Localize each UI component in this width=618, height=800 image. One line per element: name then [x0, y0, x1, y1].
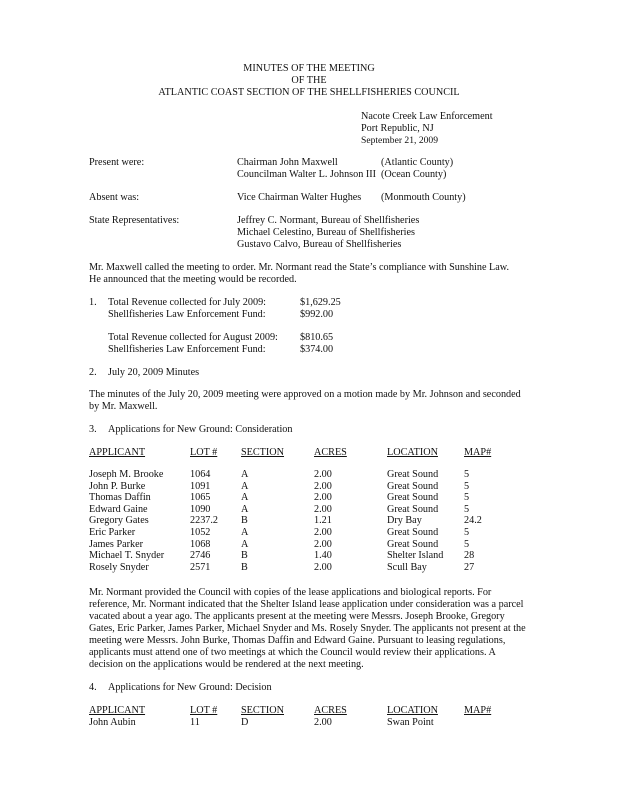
- absent-county: (Monmouth County): [381, 192, 466, 203]
- cell-map: 27: [464, 561, 475, 573]
- cell-acres: 2.00: [314, 538, 332, 550]
- consideration-text: meeting were Messrs. John Burke, Thomas Daffin and Edward Gaine. Pursuant to leasing regulations,: [89, 635, 506, 646]
- revenue-value: $810.65: [300, 332, 334, 343]
- cell-lot: 2571: [190, 561, 211, 573]
- cell-section: A: [241, 480, 249, 492]
- cell-section: A: [241, 469, 249, 480]
- cell-lot: 2746: [190, 550, 211, 562]
- minutes-text: by Mr. Maxwell.: [89, 401, 158, 412]
- revenue-label: Shellfisheries Law Enforcement Fund:: [108, 309, 266, 320]
- col-header: MAP#: [464, 705, 492, 716]
- cell-lot: 1064: [190, 469, 211, 480]
- cell-acres: 2.00: [314, 492, 332, 504]
- cell-acres: 2.00: [314, 561, 332, 573]
- cell-section: B: [241, 550, 248, 562]
- cell-section: A: [241, 492, 249, 504]
- col-header: ACRES: [314, 705, 347, 716]
- cell-location: Great Sound: [387, 480, 439, 492]
- present-name: Chairman John Maxwell: [237, 157, 338, 168]
- cell-location: Swan Point: [387, 717, 434, 728]
- cell-location: Great Sound: [387, 492, 439, 504]
- cell-lot: 1068: [190, 538, 211, 550]
- cell-location: Great Sound: [387, 469, 439, 480]
- consideration-text: applicants must attend one of two meetings at which the Council would review their applications. A: [89, 647, 496, 658]
- cell-location: Dry Bay: [387, 515, 422, 527]
- consideration-text: Gates, Eric Parker, James Parker, Michael Snyder and Ms. Rosely Snyder. The applicants not present at the: [89, 623, 526, 634]
- cell-acres: 2.00: [314, 503, 332, 515]
- doc-title-line1: MINUTES OF THE MEETING: [243, 63, 375, 74]
- meeting-place: Nacote Creek Law Enforcement: [361, 111, 493, 122]
- revenue-value: $1,629.25: [300, 297, 341, 308]
- cell-lot: 11: [190, 717, 200, 728]
- cell-lot: 1065: [190, 492, 211, 504]
- item-title: Applications for New Ground: Decision: [108, 682, 272, 693]
- cell-lot: 1052: [190, 526, 211, 538]
- revenue-label: Total Revenue collected for July 2009:: [108, 297, 266, 308]
- cell-lot: 2237.2: [190, 515, 219, 527]
- cell-map: 5: [464, 469, 470, 480]
- cell-map: 5: [464, 538, 470, 550]
- col-header: MAP#: [464, 447, 492, 458]
- cell-acres: 2.00: [314, 717, 332, 728]
- cell-applicant: John Aubin: [89, 717, 136, 728]
- cell-applicant: Michael T. Snyder: [89, 550, 165, 562]
- item-number: 2.: [89, 367, 97, 378]
- cell-section: A: [241, 503, 249, 515]
- cell-acres: 2.00: [314, 469, 332, 480]
- cell-map: 5: [464, 526, 470, 538]
- consideration-text: Mr. Normant provided the Council with copies of the lease applications and biological reports. For: [89, 587, 492, 598]
- item-title: July 20, 2009 Minutes: [108, 367, 200, 378]
- consideration-text: reference, Mr. Normant indicated that the Shelter Island lease application under consideration was a parcel: [89, 599, 524, 610]
- col-header: LOT #: [190, 705, 218, 716]
- cell-section: A: [241, 526, 249, 538]
- cell-location: Scull Bay: [387, 561, 427, 573]
- cell-location: Great Sound: [387, 503, 439, 515]
- cell-section: A: [241, 538, 249, 550]
- revenue-value: $374.00: [300, 344, 334, 355]
- cell-applicant: James Parker: [89, 538, 144, 550]
- present-name: Councilman Walter L. Johnson III: [237, 169, 377, 180]
- col-header: LOCATION: [387, 705, 438, 716]
- cell-location: Great Sound: [387, 526, 439, 538]
- cell-acres: 1.21: [314, 515, 332, 527]
- present-label: Present were:: [89, 157, 145, 168]
- item-number: 1.: [89, 297, 97, 308]
- doc-title-line2: OF THE: [291, 75, 327, 86]
- state-rep: Jeffrey C. Normant, Bureau of Shellfisheries: [237, 215, 420, 226]
- item-number: 3.: [89, 424, 97, 435]
- col-header: SECTION: [241, 705, 285, 716]
- present-county: (Atlantic County): [381, 157, 454, 168]
- cell-location: Shelter Island: [387, 550, 444, 562]
- cell-section: D: [241, 717, 249, 728]
- state-rep: Michael Celestino, Bureau of Shellfisheries: [237, 227, 415, 238]
- cell-map: 28: [464, 550, 475, 562]
- cell-applicant: Gregory Gates: [89, 515, 149, 527]
- cell-applicant: John P. Burke: [89, 480, 146, 492]
- cell-applicant: Rosely Snyder: [89, 561, 149, 573]
- opening-text: Mr. Maxwell called the meeting to order. Mr. Normant read the State’s compliance with Sunshine Law.: [89, 262, 510, 273]
- cell-applicant: Thomas Daffin: [89, 492, 151, 504]
- cell-map: 5: [464, 480, 470, 492]
- col-header: LOCATION: [387, 447, 438, 458]
- col-header: APPLICANT: [89, 447, 146, 458]
- consideration-text: decision on the applications would be rendered at the next meeting.: [89, 659, 364, 670]
- cell-applicant: Edward Gaine: [89, 503, 148, 515]
- cell-section: B: [241, 561, 248, 573]
- cell-location: Great Sound: [387, 538, 439, 550]
- cell-applicant: Eric Parker: [89, 526, 136, 538]
- revenue-label: Total Revenue collected for August 2009:: [108, 332, 278, 343]
- revenue-label: Shellfisheries Law Enforcement Fund:: [108, 344, 266, 355]
- cell-applicant: Joseph M. Brooke: [89, 469, 164, 480]
- absent-name: Vice Chairman Walter Hughes: [237, 192, 362, 203]
- col-header: APPLICANT: [89, 705, 146, 716]
- doc-title-line3: ATLANTIC COAST SECTION OF THE SHELLFISHERIES COUNCIL: [158, 87, 460, 98]
- revenue-value: $992.00: [300, 309, 334, 320]
- opening-text: He announced that the meeting would be recorded.: [89, 274, 297, 285]
- cell-lot: 1090: [190, 503, 211, 515]
- cell-map: 5: [464, 492, 470, 504]
- minutes-text: The minutes of the July 20, 2009 meeting were approved on a motion made by Mr. Johnson and seconded: [89, 389, 521, 400]
- cell-acres: 2.00: [314, 526, 332, 538]
- meeting-city: Port Republic, NJ: [361, 123, 434, 134]
- cell-lot: 1091: [190, 480, 211, 492]
- col-header: LOT #: [190, 447, 218, 458]
- item-title: Applications for New Ground: Consideration: [108, 424, 293, 435]
- col-header: ACRES: [314, 447, 347, 458]
- meeting-date: September 21, 2009: [361, 135, 439, 146]
- absent-label: Absent was:: [89, 192, 140, 203]
- cell-acres: 1.40: [314, 550, 332, 562]
- state-rep: Gustavo Calvo, Bureau of Shellfisheries: [237, 239, 402, 250]
- cell-acres: 2.00: [314, 480, 332, 492]
- cell-map: 5: [464, 503, 470, 515]
- cell-map: 24.2: [464, 515, 482, 527]
- present-county: (Ocean County): [381, 169, 447, 180]
- cell-section: B: [241, 515, 248, 527]
- item-number: 4.: [89, 682, 97, 693]
- reps-label: State Representatives:: [89, 215, 180, 226]
- col-header: SECTION: [241, 447, 285, 458]
- consideration-text: vacated about a year ago. The applicants present at the meeting were Messrs. Joseph Brooke, Gregory: [89, 611, 505, 622]
